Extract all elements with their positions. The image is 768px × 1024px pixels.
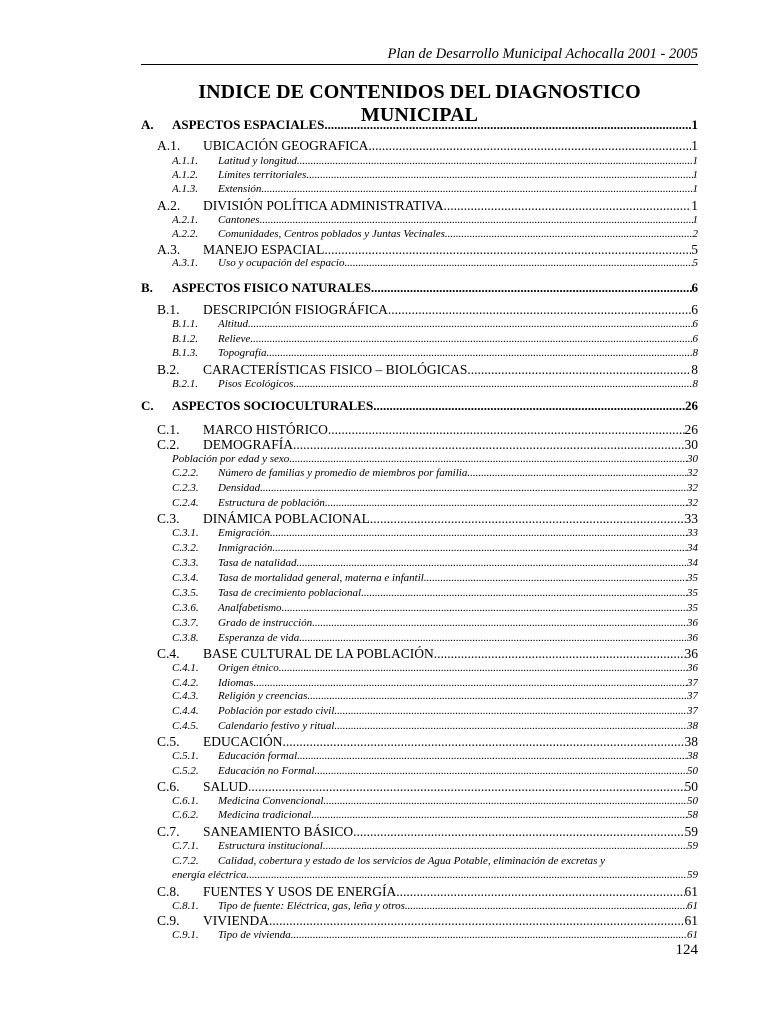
toc-entry[interactable] — [172, 795, 698, 807]
dot-leader — [272, 542, 687, 554]
toc-entry[interactable] — [157, 362, 698, 378]
toc-entry-text: DESCRIPCIÓN FISIOGRÁFICA — [203, 302, 388, 317]
dot-leader — [388, 302, 691, 318]
toc-entry-number: C.2.4. — [172, 497, 199, 509]
toc-entry-number: C.9. — [157, 913, 180, 928]
toc-entry-page: 61 — [687, 900, 698, 912]
toc-entry-text: Tipo de fuente: Eléctrica, gas, leña y otros. — [218, 900, 408, 912]
toc-entry-text: energía eléctrica — [172, 869, 247, 881]
toc-entry-page: 59 — [687, 869, 698, 881]
toc-entry-number: A.3. — [157, 242, 181, 257]
dot-leader — [334, 705, 687, 717]
toc-entry[interactable] — [172, 572, 698, 584]
toc-entry-text: Latitud y longitud — [218, 155, 297, 167]
toc-entry[interactable] — [172, 527, 698, 539]
toc-entry-page: 50 — [687, 795, 698, 807]
toc-entry-number: C.6.2. — [172, 809, 199, 821]
toc-entry-text: Calidad, cobertura y estado de los servicios de Agua Potable, eliminación de excretas y — [218, 855, 606, 867]
toc-entry-page: 50 — [687, 765, 698, 777]
dot-leader — [315, 765, 687, 777]
toc-entry[interactable] — [157, 511, 698, 527]
toc-entry-page: 58 — [687, 809, 698, 821]
toc-entry-page: 36 — [687, 632, 698, 644]
dot-leader — [373, 398, 685, 414]
dot-leader — [307, 690, 687, 702]
toc-entry-page: 32 — [687, 497, 698, 509]
toc-entry-page: 32 — [687, 482, 698, 494]
toc-entry[interactable] — [172, 840, 698, 852]
dot-leader — [293, 378, 692, 390]
toc-entry[interactable] — [172, 318, 698, 330]
toc-entry[interactable] — [172, 482, 698, 494]
toc-entry-number: A.1. — [157, 138, 181, 153]
toc-entry[interactable] — [172, 453, 698, 465]
toc-entry-page: 26 — [684, 422, 698, 437]
dot-leader — [328, 422, 685, 438]
toc-entry-text: FUENTES Y USOS DE ENERGÍA — [203, 884, 397, 899]
toc-entry-text: Emigración — [218, 527, 270, 539]
toc-entry[interactable] — [172, 900, 698, 912]
page-number: 124 — [675, 942, 698, 958]
toc-entry-number: C.3.4. — [172, 572, 199, 584]
toc-entry-text: MANEJO ESPACIAL — [203, 242, 325, 257]
toc-entry-text: Extensión — [218, 183, 262, 195]
toc-entry-text: Religión y creencias — [218, 690, 308, 702]
dot-leader — [299, 632, 687, 644]
toc-entry-page: 35 — [687, 572, 698, 584]
dot-leader — [289, 453, 687, 465]
toc-entry-text: Medicina Convencional — [218, 795, 324, 807]
toc-entry-number: C.1. — [157, 422, 180, 437]
toc-entry-number: A.2. — [157, 198, 181, 213]
dot-leader — [296, 557, 687, 569]
toc-entry-text: BASE CULTURAL DE LA POBLACIÓN — [203, 646, 434, 661]
toc-entry-page: 34 — [687, 542, 698, 554]
dot-leader — [368, 138, 691, 154]
toc-entry[interactable] — [172, 378, 698, 390]
page-title: INDICE DE CONTENIDOS DEL DIAGNOSTICO MUNICIPAL — [198, 81, 641, 126]
toc-entry-text: Tipo de vivienda — [218, 929, 291, 941]
toc-entry[interactable] — [172, 557, 698, 569]
toc-entry-number: C.4.1. — [172, 662, 199, 674]
dot-leader — [324, 117, 691, 133]
toc-entry-text: Altitud — [218, 318, 248, 330]
toc-entry-page: 6 — [692, 318, 698, 330]
toc-entry-page: 6 — [691, 302, 698, 317]
toc-entry-number: A. — [141, 117, 154, 132]
toc-entry-text: Calendario festivo y ritual — [218, 720, 335, 732]
toc-entry-page: 32 — [687, 467, 698, 479]
toc-entry-page: 5 — [691, 242, 698, 257]
toc-entry[interactable] — [172, 169, 698, 181]
toc-entry-text: CARACTERÍSTICAS FISICO – BIOLÓGICAS — [203, 362, 468, 377]
toc-entry[interactable] — [172, 765, 698, 777]
dot-leader — [269, 913, 685, 929]
toc-entry-text: DEMOGRAFÍA — [203, 437, 294, 452]
dot-leader — [311, 809, 687, 821]
toc-entry-text: Límites territoriales — [218, 169, 307, 181]
dot-leader — [344, 257, 692, 269]
toc-entry-page: 33 — [684, 511, 698, 526]
dot-leader — [297, 155, 693, 167]
toc-entry[interactable] — [172, 632, 698, 644]
toc-entry-number: C.6. — [157, 779, 180, 794]
toc-entry[interactable] — [172, 750, 698, 762]
toc-entry-number: B.1.1. — [172, 318, 198, 330]
toc-entry-number: B.2.1. — [172, 378, 198, 390]
toc-entry-page: 1 — [691, 198, 698, 213]
toc-entry[interactable] — [141, 280, 698, 296]
toc-entry[interactable] — [172, 690, 698, 702]
dot-leader — [267, 347, 693, 359]
toc-entry-number: A.2.2. — [172, 228, 198, 240]
running-header: Plan de Desarrollo Municipal Achocalla 2001 - 2005 — [387, 46, 698, 62]
dot-leader — [371, 280, 692, 296]
toc-entry-text: VIVIENDA — [203, 913, 269, 928]
toc-entry-number: C.5. — [157, 734, 180, 749]
toc-entry[interactable] — [157, 646, 698, 662]
toc-entry-page: 34 — [687, 557, 698, 569]
dot-leader — [323, 840, 687, 852]
toc-entry-page: 33 — [687, 527, 698, 539]
dot-leader — [370, 511, 685, 527]
toc-entry-number: A.1.3. — [172, 183, 198, 195]
dot-leader — [279, 662, 687, 674]
toc-entry-page: 35 — [687, 587, 698, 599]
dot-leader — [334, 720, 687, 732]
toc-entry-page: 38 — [687, 720, 698, 732]
toc-entry-number: C.4.5. — [172, 720, 199, 732]
toc-entry-text: Pisos Ecológicos — [218, 378, 294, 390]
toc-entry-page: 37 — [687, 677, 698, 689]
toc-entry[interactable] — [172, 214, 698, 226]
dot-leader — [444, 198, 692, 214]
toc-entry[interactable] — [172, 602, 698, 614]
toc-entry-page: 59 — [687, 840, 698, 852]
dot-leader — [283, 734, 685, 750]
toc-entry-text: Densidad — [218, 482, 261, 494]
toc-entry[interactable] — [157, 734, 698, 750]
toc-entry[interactable] — [172, 467, 698, 479]
toc-entry-page: 30 — [684, 437, 698, 452]
dot-leader — [248, 779, 684, 795]
toc-entry-text: ASPECTOS ESPACIALES — [172, 117, 325, 132]
toc-entry-number: A.1.1. — [172, 155, 198, 167]
toc-entry-number: C.2. — [157, 437, 180, 452]
toc-entry-number: B.2. — [157, 362, 180, 377]
toc-entry-text: Topografía — [218, 347, 267, 359]
dot-leader — [445, 228, 693, 240]
toc-entry-number: A.1.2. — [172, 169, 198, 181]
toc-entry-number: A.2.1. — [172, 214, 198, 226]
toc-entry-page: 61 — [684, 884, 698, 899]
toc-entry-text: Número de familias y promedio de miembros por familia — [218, 467, 468, 479]
toc-entry-page: 8 — [692, 347, 698, 359]
toc-entry-number: A.3.1. — [172, 257, 198, 269]
dot-leader — [293, 437, 684, 453]
toc-entry-number: B.1. — [157, 302, 180, 317]
toc-entry-text: Cantones — [218, 214, 260, 226]
dot-leader — [323, 795, 687, 807]
dot-leader — [353, 824, 684, 840]
toc-entry[interactable] — [172, 497, 698, 509]
dot-leader — [260, 482, 687, 494]
dot-leader — [324, 242, 691, 258]
toc-entry-text: Grado de instrucción — [218, 617, 313, 629]
toc-entry-text: Tasa de mortalidad general, materna e infantil. — [218, 572, 427, 584]
dot-leader — [248, 318, 693, 330]
toc-entry-number: C.3.6. — [172, 602, 199, 614]
toc-entry[interactable] — [172, 809, 698, 821]
dot-leader — [361, 587, 687, 599]
toc-entry-text: DINÁMICA POBLACIONAL — [203, 511, 370, 526]
toc-entry-text: Población por edad y sexo — [172, 453, 290, 465]
toc-entry-page: 26 — [685, 398, 698, 413]
toc-entry-number: B.1.2. — [172, 333, 198, 345]
toc-entry-number: C.3.1. — [172, 527, 199, 539]
toc-entry-page: 37 — [687, 690, 698, 702]
dot-leader — [261, 183, 692, 195]
dot-leader — [312, 617, 687, 629]
toc-entry-page: 38 — [684, 734, 698, 749]
toc-entry[interactable] — [172, 257, 698, 269]
toc-entry-text: Esperanza de vida — [218, 632, 300, 644]
toc-entry-page: 6 — [691, 280, 698, 295]
toc-entry-number: C.8.1. — [172, 900, 199, 912]
toc-entry[interactable] — [157, 913, 698, 929]
toc-entry[interactable] — [172, 662, 698, 674]
toc-entry-page: 37 — [687, 705, 698, 717]
toc-entry-number: C.7. — [157, 824, 180, 839]
toc-entry[interactable] — [172, 183, 698, 195]
dot-leader — [467, 362, 691, 378]
toc-entry[interactable] — [157, 198, 698, 214]
toc-entry[interactable] — [157, 884, 698, 900]
toc-entry-page: 1 — [692, 183, 698, 195]
toc-entry-number: C.4.3. — [172, 690, 199, 702]
toc-entry-page: 2 — [692, 228, 698, 240]
toc-entry[interactable] — [157, 422, 698, 438]
toc-entry-page: 1 — [692, 155, 698, 167]
toc-entry-text: MARCO HISTÓRICO — [203, 422, 328, 437]
toc-entry[interactable] — [141, 117, 698, 133]
toc-entry-number: C.7.2. — [172, 855, 199, 867]
toc-entry-number: C.5.1. — [172, 750, 199, 762]
toc-entry-page: 59 — [684, 824, 698, 839]
toc-entry-text: EDUCACIÓN — [203, 734, 283, 749]
dot-leader — [282, 602, 687, 614]
toc-entry-text: Educación no Formal — [218, 765, 315, 777]
dot-leader — [246, 869, 687, 881]
toc-entry-text: DIVISIÓN POLÍTICA ADMINISTRATIVA — [203, 198, 444, 213]
toc-entry-number: C.3.3. — [172, 557, 199, 569]
toc-entry[interactable] — [172, 155, 698, 167]
toc-entry[interactable] — [157, 779, 698, 795]
toc-entry-number: C.7.1. — [172, 840, 199, 852]
toc-entry-text: SANEAMIENTO BÁSICO — [203, 824, 354, 839]
dot-leader — [396, 884, 684, 900]
toc-entry-number: C. — [141, 398, 154, 413]
dot-leader — [427, 572, 687, 584]
toc-entry[interactable] — [172, 347, 698, 359]
dot-leader — [467, 467, 687, 479]
toc-entry-page: 8 — [691, 362, 698, 377]
toc-entry[interactable] — [141, 398, 698, 414]
toc-entry-page: 30 — [687, 453, 698, 465]
toc-entry-page: 36 — [687, 662, 698, 674]
toc-entry[interactable] — [172, 677, 698, 689]
toc-entry-number: C.3.2. — [172, 542, 199, 554]
dot-leader — [297, 750, 687, 762]
toc-entry-number: C.9.1. — [172, 929, 199, 941]
toc-entry-page: 36 — [687, 617, 698, 629]
dot-leader — [250, 333, 692, 345]
dot-leader — [434, 646, 685, 662]
toc-entry[interactable] — [157, 437, 698, 453]
toc-entry-page: 1 — [691, 138, 698, 153]
toc-entry-page: 1 — [692, 214, 698, 226]
toc-entry-number: C.3.5. — [172, 587, 199, 599]
toc-entry[interactable] — [172, 333, 698, 345]
toc-entry-page: 1 — [691, 117, 698, 132]
toc-entry[interactable] — [172, 542, 698, 554]
toc-entry[interactable] — [157, 242, 698, 258]
toc-entry-number: C.3.8. — [172, 632, 199, 644]
toc-entry-page: 50 — [684, 779, 698, 794]
toc-entry-text: ASPECTOS SOCIOCULTURALES — [172, 398, 374, 413]
toc-entry[interactable] — [172, 929, 698, 941]
toc-entry[interactable] — [172, 587, 698, 599]
toc-entry-page: 5 — [692, 257, 698, 269]
toc-entry[interactable] — [157, 302, 698, 318]
dot-leader — [291, 929, 687, 941]
toc-entry-page: 36 — [684, 646, 698, 661]
toc-entry-number: C.3.7. — [172, 617, 199, 629]
toc-entry-text: Relieve — [218, 333, 251, 345]
toc-entry-number: C.4. — [157, 646, 180, 661]
toc-entry[interactable] — [172, 869, 698, 881]
toc-entry-text: Estructura de población — [218, 497, 325, 509]
toc-entry-page: 8 — [692, 378, 698, 390]
toc-entry-number: C.4.2. — [172, 677, 199, 689]
toc-entry-number: C.4.4. — [172, 705, 199, 717]
toc-entry-page: 38 — [687, 750, 698, 762]
toc-entry[interactable] — [157, 824, 698, 840]
toc-entry-text: Inmigración — [218, 542, 273, 554]
toc-entry-text: Educación formal — [218, 750, 298, 762]
toc-entry-number: C.3. — [157, 511, 180, 526]
toc-entry-page: 61 — [684, 913, 698, 928]
toc-entry[interactable] — [172, 228, 698, 240]
toc-entry-text: Tasa de crecimiento poblacional — [218, 587, 362, 599]
toc-entry-number: C.2.3. — [172, 482, 199, 494]
toc-entry[interactable] — [157, 138, 698, 154]
toc-entry[interactable] — [172, 705, 698, 717]
toc-entry[interactable] — [172, 720, 698, 732]
toc-entry-text: Idiomas — [218, 677, 254, 689]
dot-leader — [270, 527, 687, 539]
toc-entry-number: B.1.3. — [172, 347, 198, 359]
toc-entry-text: Origen étnico — [218, 662, 279, 674]
toc-entry-page: 6 — [692, 333, 698, 345]
toc-entry-page: 61 — [687, 929, 698, 941]
toc-entry-number: C.5.2. — [172, 765, 199, 777]
dot-leader — [325, 497, 687, 509]
toc-entry-number: C.8. — [157, 884, 180, 899]
toc-entry-text: SALUD — [203, 779, 249, 794]
dot-leader — [260, 214, 693, 226]
dot-leader — [408, 900, 687, 912]
toc-entry-text: Medicina tradicional — [218, 809, 312, 821]
dot-leader — [253, 677, 687, 689]
toc-entry-text: Comunidades, Centros poblados y Juntas Vecinales — [218, 228, 445, 240]
dot-leader — [306, 169, 692, 181]
toc-entry-text: Población por estado civil — [218, 705, 335, 717]
toc-entry-page: 35 — [687, 602, 698, 614]
toc-entry-number: C.6.1. — [172, 795, 199, 807]
toc-entry-number: C.2.2. — [172, 467, 199, 479]
toc-entry-text: Uso y ocupación del espacio — [218, 257, 345, 269]
toc-entry-number: B. — [141, 280, 153, 295]
toc-entry-text: UBICACIÓN GEOGRAFICA — [203, 138, 369, 153]
toc-entry-text: Tasa de natalidad — [218, 557, 297, 569]
toc-entry[interactable] — [172, 617, 698, 629]
toc-entry-text: ASPECTOS FISICO NATURALES — [172, 280, 371, 295]
toc-entry-text: Analfabetismo — [218, 602, 282, 614]
toc-entry-page: 1 — [692, 169, 698, 181]
toc-entry-text: Estructura institucional — [218, 840, 323, 852]
